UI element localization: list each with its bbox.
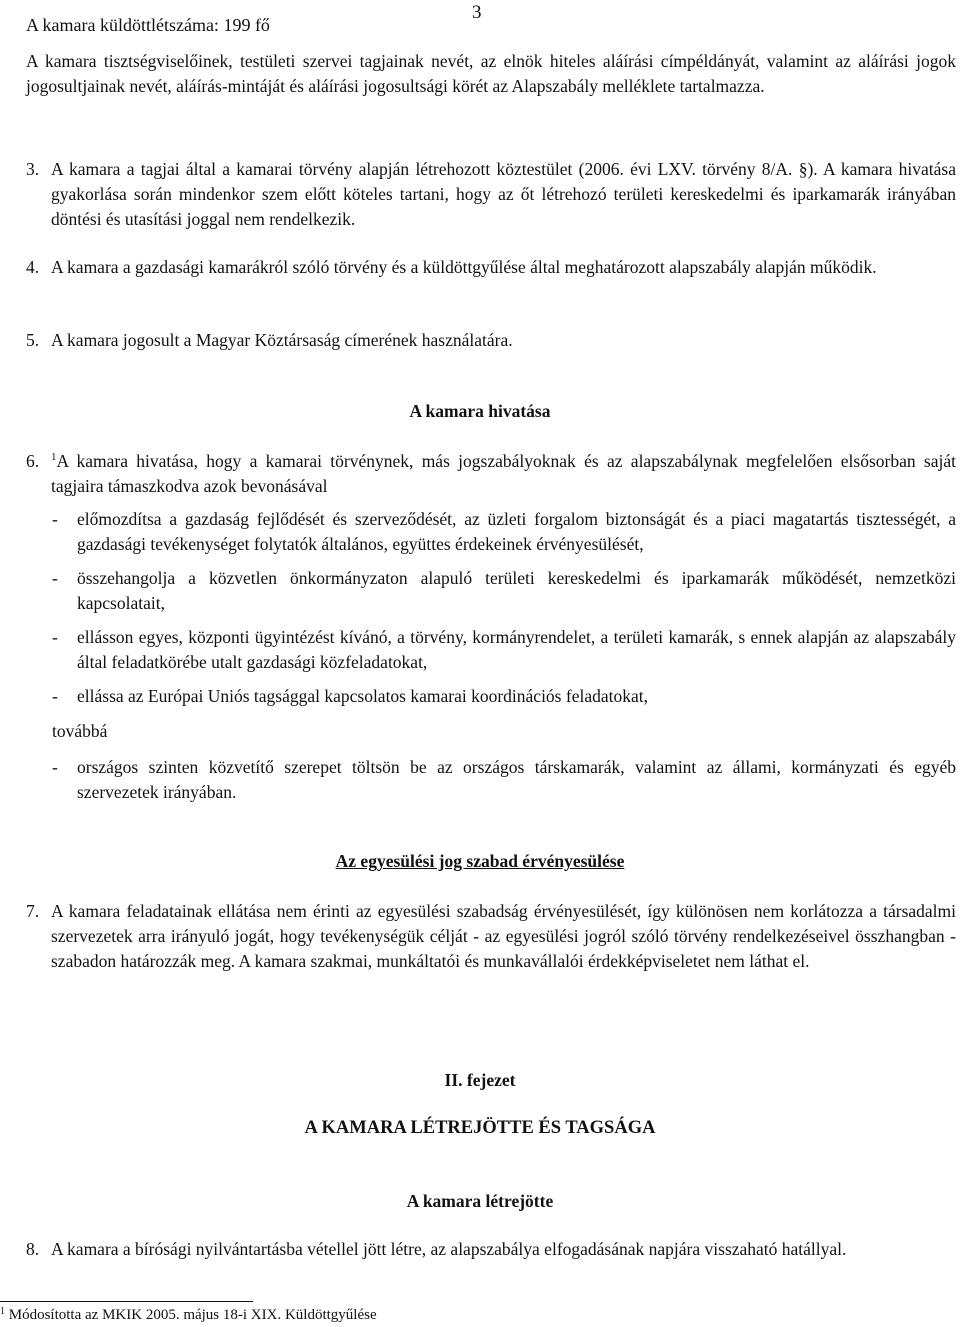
item-number: 3. — [26, 159, 40, 179]
dash-item-text: összehangolja a közvetlen önkormányzaton alapuló területi kereskedelmi és iparkamarák működését, nemzetközi kapcsolatait, — [77, 568, 956, 613]
item-text: A kamara jogosult a Magyar Köztársaság címerének használatára. — [51, 330, 513, 350]
intro-paragraph: A kamara tisztségviselőinek, testületi szervei tagjainak nevét, az elnök hiteles aláírási címpéldányát, valamint az aláírási jogok jogosultjainak nevét, aláírás-mintáját és aláírási jogosultsági körét az Alapszabály melléklete tartalmazza. — [26, 51, 956, 96]
item-text — [51, 449, 956, 499]
item-number: 5. — [26, 330, 40, 350]
chapter-title: II. fejezet — [444, 1070, 516, 1090]
item-text: A kamara a bírósági nyilvántartásba vétellel jött létre, az alapszabálya elfogadásának napjára visszaható hatállyal. — [51, 1239, 847, 1259]
item-6-body: A kamara hivatása, hogy a kamarai törvénynek, más jogszabályoknak és az alapszabálynak megfelelően elsősorban saját tagjaira támaszkodva azok bevonásával — [51, 451, 956, 496]
item-text: A kamara a tagjai által a kamarai törvény alapján létrehozott köztestület (2006. évi LXV. törvény 8/A. §). A kamara hivatása gyakorlása során mindenkor szem előtt köteles tartani, hogy az őt létrehozó területi kereskedelmi és iparkamarák irányában döntési és utasítási joggal nem rendelkezik. — [51, 159, 956, 229]
dash-bullet: - — [52, 686, 58, 706]
dash-bullet: - — [52, 568, 58, 588]
item-number: 4. — [26, 257, 40, 277]
dash-item-text: előmozdítsa a gazdaság fejlődését és szerveződését, az üzleti forgalom biztonságát és a piaci magatartás tisztességét, a gazdasági tevékenységet folytatók általános, együttes érdekeinek érvényesülését, — [77, 509, 956, 554]
footnote-separator — [0, 1301, 253, 1302]
footnote-text: Módosította az MKIK 2005. május 18-i XIX. Küldöttgyűlése — [8, 1307, 377, 1323]
section-heading-hivatasa: A kamara hivatása — [409, 401, 551, 421]
item-number: 6. — [26, 451, 40, 471]
section-heading-letrejotte: A kamara létrejötte — [406, 1191, 554, 1211]
dash-bullet: - — [52, 757, 58, 777]
item-number: 8. — [26, 1239, 40, 1259]
tovabba-text: továbbá — [52, 721, 108, 741]
dash-item-text: ellásson egyes, központi ügyintézést kívánó, a törvény, kormányrendelet, a területi kamarák, s ennek alapján az alapszabály által feladatkörébe utalt gazdasági közfeladatokat, — [77, 627, 956, 672]
item-number: 7. — [26, 901, 40, 921]
chapter-subtitle: A KAMARA LÉTREJÖTTE ÉS TAGSÁGA — [304, 1118, 656, 1138]
footnote — [0, 1305, 377, 1325]
page-number: 3 — [472, 2, 482, 23]
dash-bullet: - — [52, 509, 58, 529]
section-heading-egyesulesi: Az egyesülési jog szabad érvényesülése — [335, 851, 625, 871]
item-text: A kamara feladatainak ellátása nem érinti az egyesülési szabadság érvényesülését, így különösen nem korlátozza a társadalmi szervezetek arra irányuló jogát, hogy tevékenységük célját - az egyesülési jogról szóló törvény rendelkezéseivel összhangban - szabadon határozzák meg. A kamara szakmai, munkáltatói és munkavállalói érdekképviseletet nem láthat el. — [51, 901, 956, 971]
footnote-mark: 1 — [0, 1306, 5, 1317]
dash-item-text: ellássa az Európai Uniós tagsággal kapcsolatos kamarai koordinációs feladatokat, — [77, 686, 648, 706]
item-text: A kamara a gazdasági kamarákról szóló törvény és a küldöttgyűlése által meghatározott alapszabály alapján működik. — [51, 257, 877, 277]
dash-bullet: - — [52, 627, 58, 647]
dash-item-text: országos szinten közvetítő szerepet töltsön be az országos társkamarák, valamint az állami, kormányzati és egyéb szervezetek irányában. — [77, 757, 956, 802]
footnote-reference: 1 — [51, 451, 57, 463]
delegates-count-line: A kamara küldöttlétszáma: 199 fő — [26, 15, 270, 35]
